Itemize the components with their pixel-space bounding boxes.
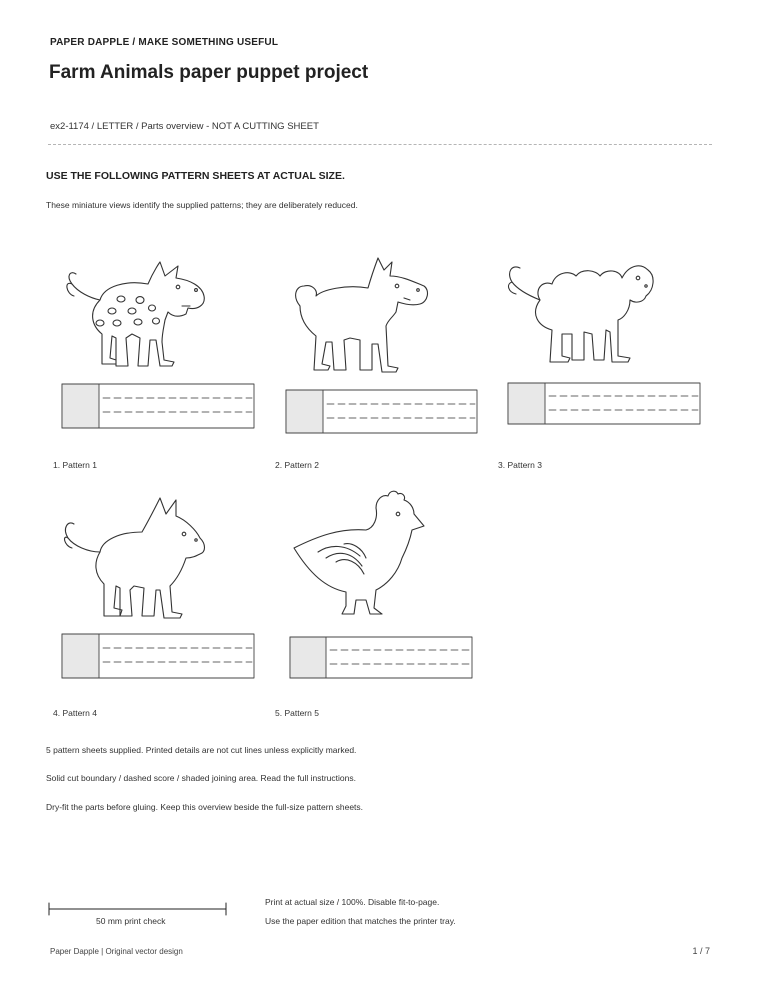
joining-tab-4 <box>62 634 254 678</box>
print-note-actual-size: Print at actual size / 100%. Disable fit-to-page. <box>265 897 440 907</box>
note-dry-fit: Dry-fit the parts before gluing. Keep this overview beside the full-size pattern sheets. <box>46 802 364 812</box>
note-legend: Solid cut boundary / dashed score / shaded joining area. Read the full instructions. <box>46 773 356 783</box>
dog-icon <box>65 498 205 618</box>
cow-icon <box>67 262 204 366</box>
scale-bar <box>49 903 226 915</box>
section-heading: USE THE FOLLOWING PATTERN SHEETS AT ACTUAL SIZE. <box>46 170 345 182</box>
page-title: Farm Animals paper puppet project <box>49 62 369 83</box>
section-intro: These miniature views identify the supplied patterns; they are deliberately reduced. <box>46 200 358 210</box>
chicken-icon <box>294 491 424 614</box>
pattern-caption-3: 3. Pattern 3 <box>498 460 542 470</box>
pattern-caption-5: 5. Pattern 5 <box>275 708 319 718</box>
sheep-icon <box>509 266 654 362</box>
joining-tab-1 <box>62 384 254 428</box>
joining-tab-5 <box>290 637 472 678</box>
joining-tab-3 <box>508 383 700 424</box>
scale-check-label: 50 mm print check <box>96 916 166 926</box>
print-note-paper: Use the paper edition that matches the printer tray. <box>265 916 456 926</box>
brand-header: PAPER DAPPLE / MAKE SOMETHING USEFUL <box>50 37 279 48</box>
pattern-caption-4: 4. Pattern 4 <box>53 708 97 718</box>
joining-tab-2 <box>286 390 477 433</box>
pig-icon <box>296 258 428 372</box>
footer-credit: Paper Dapple | Original vector design <box>50 947 183 956</box>
pattern-caption-2: 2. Pattern 2 <box>275 460 319 470</box>
note-sheets: 5 pattern sheets supplied. Printed details are not cut lines unless explicitly marked. <box>46 745 357 755</box>
page-number: 1 / 7 <box>692 946 710 956</box>
document-meta: ex2-1174 / LETTER / Parts overview - NOT A CUTTING SHEET <box>50 121 319 132</box>
pattern-caption-1: 1. Pattern 1 <box>53 460 97 470</box>
